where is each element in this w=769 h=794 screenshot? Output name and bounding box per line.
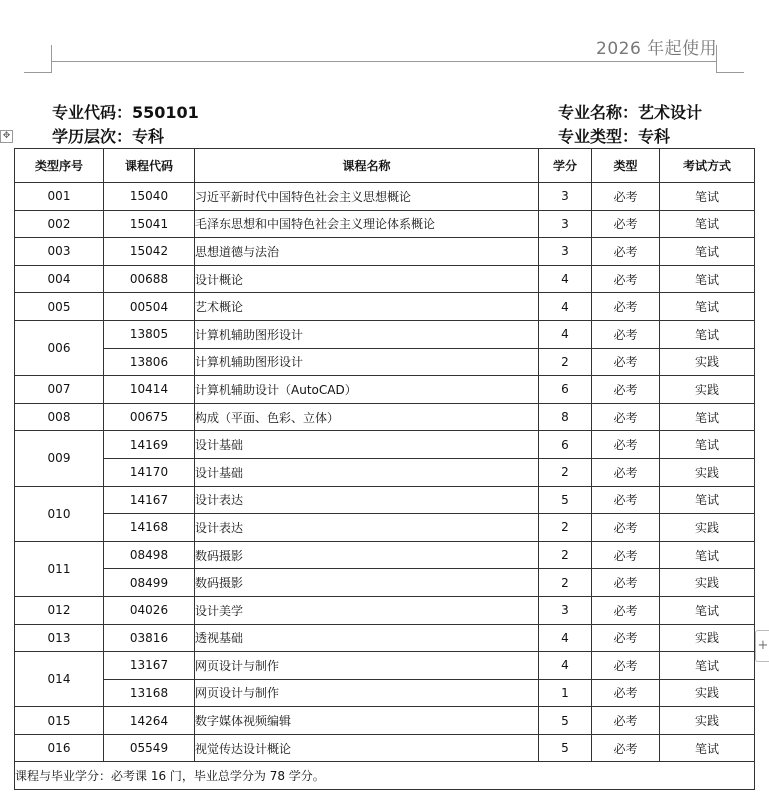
cell-type: 必考 xyxy=(592,458,660,486)
cell-code: 10414 xyxy=(104,376,195,404)
education-level xyxy=(52,124,164,147)
cell-code: 14170 xyxy=(104,458,195,486)
cell-type: 必考 xyxy=(592,265,660,293)
cell-type: 必考 xyxy=(592,403,660,431)
cell-seq: 006 xyxy=(15,320,104,375)
cell-seq: 007 xyxy=(15,376,104,404)
table-row xyxy=(15,183,755,211)
cell-exam: 笔试 xyxy=(660,320,755,348)
table-row xyxy=(15,265,755,293)
table-footer-row xyxy=(15,762,755,790)
cell-code: 05549 xyxy=(104,734,195,762)
major-code-label: 专业代码： xyxy=(52,103,133,122)
cell-code: 13167 xyxy=(104,652,195,680)
table-row xyxy=(15,569,755,597)
cell-credit: 5 xyxy=(539,486,592,514)
table-row xyxy=(15,348,755,376)
cell-type: 必考 xyxy=(592,624,660,652)
table-row xyxy=(15,514,755,542)
cell-credit: 6 xyxy=(539,431,592,459)
cell-type: 必考 xyxy=(592,376,660,404)
header-year-note: 2026 年起使用 xyxy=(596,39,718,59)
cell-name: 思想道德与法治 xyxy=(195,238,539,266)
table-row xyxy=(15,431,755,459)
cell-name: 数码摄影 xyxy=(195,569,539,597)
table-row xyxy=(15,596,755,624)
cell-exam: 实践 xyxy=(660,376,755,404)
cell-type: 必考 xyxy=(592,514,660,542)
cell-credit: 3 xyxy=(539,183,592,211)
header-seq: 类型序号 xyxy=(15,149,104,183)
cell-seq: 016 xyxy=(15,734,104,762)
cell-exam: 笔试 xyxy=(660,431,755,459)
cell-seq: 010 xyxy=(15,486,104,541)
cell-type: 必考 xyxy=(592,486,660,514)
major-type-value: 专科 xyxy=(638,127,671,146)
cell-code: 04026 xyxy=(104,596,195,624)
cell-credit: 3 xyxy=(539,238,592,266)
cell-credit: 2 xyxy=(539,348,592,376)
cell-code: 15042 xyxy=(104,238,195,266)
header-credit: 学分 xyxy=(539,149,592,183)
cell-credit: 8 xyxy=(539,403,592,431)
cell-name: 设计表达 xyxy=(195,486,539,514)
cell-exam: 实践 xyxy=(660,569,755,597)
cell-seq: 001 xyxy=(15,183,104,211)
cell-type: 必考 xyxy=(592,707,660,735)
cell-exam: 笔试 xyxy=(660,541,755,569)
cell-credit: 1 xyxy=(539,679,592,707)
cell-seq: 011 xyxy=(15,541,104,596)
major-type-label: 专业类型： xyxy=(558,127,639,146)
cell-type: 必考 xyxy=(592,238,660,266)
cell-type: 必考 xyxy=(592,569,660,597)
course-table xyxy=(14,148,755,790)
table-row xyxy=(15,541,755,569)
cell-code: 08498 xyxy=(104,541,195,569)
table-row xyxy=(15,238,755,266)
cell-code: 00504 xyxy=(104,293,195,321)
cell-type: 必考 xyxy=(592,293,660,321)
crop-mark-top-left-h xyxy=(24,72,52,73)
cell-code: 15040 xyxy=(104,183,195,211)
cell-exam: 笔试 xyxy=(660,265,755,293)
cell-credit: 5 xyxy=(539,707,592,735)
cell-credit: 2 xyxy=(539,569,592,597)
cell-name: 视觉传达设计概论 xyxy=(195,734,539,762)
cell-name: 毛泽东思想和中国特色社会主义理论体系概论 xyxy=(195,210,539,238)
cell-type: 必考 xyxy=(592,431,660,459)
table-row xyxy=(15,734,755,762)
table-row xyxy=(15,320,755,348)
cell-credit: 4 xyxy=(539,624,592,652)
cell-exam: 笔试 xyxy=(660,183,755,211)
crop-mark-top-left xyxy=(51,45,52,72)
cell-exam: 笔试 xyxy=(660,210,755,238)
cell-seq: 003 xyxy=(15,238,104,266)
cell-name: 计算机辅助图形设计 xyxy=(195,348,539,376)
cell-code: 13805 xyxy=(104,320,195,348)
cell-credit: 5 xyxy=(539,734,592,762)
cell-credit: 6 xyxy=(539,376,592,404)
cell-type: 必考 xyxy=(592,734,660,762)
cell-type: 必考 xyxy=(592,679,660,707)
cell-name: 设计概论 xyxy=(195,265,539,293)
cell-seq: 009 xyxy=(15,431,104,486)
education-level-label: 学历层次： xyxy=(52,127,133,146)
cell-code: 00675 xyxy=(104,403,195,431)
cell-exam: 笔试 xyxy=(660,403,755,431)
cell-name: 设计表达 xyxy=(195,514,539,542)
major-name-label: 专业名称： xyxy=(558,103,639,122)
table-row xyxy=(15,679,755,707)
crop-mark-top-right-h xyxy=(716,72,744,73)
major-name-value: 艺术设计 xyxy=(638,103,703,122)
cell-name: 设计基础 xyxy=(195,431,539,459)
add-column-plus-icon[interactable]: + xyxy=(755,630,769,662)
cell-credit: 3 xyxy=(539,210,592,238)
course-table-body xyxy=(15,183,755,762)
cell-exam: 实践 xyxy=(660,679,755,707)
cell-exam: 实践 xyxy=(660,624,755,652)
table-row xyxy=(15,403,755,431)
table-row xyxy=(15,624,755,652)
cell-seq: 015 xyxy=(15,707,104,735)
table-row xyxy=(15,652,755,680)
cell-exam: 实践 xyxy=(660,458,755,486)
major-code xyxy=(52,100,199,123)
cell-exam: 笔试 xyxy=(660,652,755,680)
table-row xyxy=(15,293,755,321)
header-exam: 考试方式 xyxy=(660,149,755,183)
graduation-credits-note: 课程与毕业学分：必考课 16 门，毕业总学分为 78 学分。 xyxy=(15,762,755,790)
cell-type: 必考 xyxy=(592,652,660,680)
cell-credit: 4 xyxy=(539,265,592,293)
cell-code: 00688 xyxy=(104,265,195,293)
education-level-value: 专科 xyxy=(132,127,165,146)
cell-name: 计算机辅助图形设计 xyxy=(195,320,539,348)
cell-code: 14264 xyxy=(104,707,195,735)
cell-credit: 4 xyxy=(539,293,592,321)
cell-name: 艺术概论 xyxy=(195,293,539,321)
cell-name: 设计美学 xyxy=(195,596,539,624)
cell-type: 必考 xyxy=(592,348,660,376)
table-move-handle-icon[interactable]: ✥ xyxy=(0,130,13,143)
cell-exam: 笔试 xyxy=(660,486,755,514)
cell-seq: 014 xyxy=(15,652,104,707)
cell-code: 14167 xyxy=(104,486,195,514)
header-rule xyxy=(52,61,717,62)
cell-exam: 实践 xyxy=(660,514,755,542)
cell-code: 15041 xyxy=(104,210,195,238)
cell-name: 构成（平面、色彩、立体） xyxy=(195,403,539,431)
cell-exam: 笔试 xyxy=(660,596,755,624)
header-code: 课程代码 xyxy=(104,149,195,183)
cell-type: 必考 xyxy=(592,183,660,211)
cell-credit: 4 xyxy=(539,652,592,680)
cell-code: 14168 xyxy=(104,514,195,542)
table-row xyxy=(15,486,755,514)
cell-name: 透视基础 xyxy=(195,624,539,652)
cell-name: 设计基础 xyxy=(195,458,539,486)
table-row xyxy=(15,458,755,486)
header-type: 类型 xyxy=(592,149,660,183)
cell-code: 03816 xyxy=(104,624,195,652)
cell-name: 网页设计与制作 xyxy=(195,679,539,707)
cell-credit: 4 xyxy=(539,320,592,348)
cell-name: 习近平新时代中国特色社会主义思想概论 xyxy=(195,183,539,211)
cell-exam: 笔试 xyxy=(660,238,755,266)
cell-type: 必考 xyxy=(592,596,660,624)
cell-code: 13806 xyxy=(104,348,195,376)
cell-credit: 2 xyxy=(539,514,592,542)
table-row xyxy=(15,210,755,238)
cell-code: 08499 xyxy=(104,569,195,597)
header-name: 课程名称 xyxy=(195,149,539,183)
cell-name: 网页设计与制作 xyxy=(195,652,539,680)
cell-type: 必考 xyxy=(592,320,660,348)
cell-exam: 实践 xyxy=(660,348,755,376)
cell-credit: 2 xyxy=(539,541,592,569)
cell-seq: 002 xyxy=(15,210,104,238)
cell-seq: 012 xyxy=(15,596,104,624)
major-type xyxy=(558,124,670,147)
cell-credit: 2 xyxy=(539,458,592,486)
cell-seq: 005 xyxy=(15,293,104,321)
cell-name: 计算机辅助设计（AutoCAD） xyxy=(195,376,539,404)
cell-exam: 笔试 xyxy=(660,293,755,321)
cell-name: 数码摄影 xyxy=(195,541,539,569)
cell-code: 13168 xyxy=(104,679,195,707)
cell-code: 14169 xyxy=(104,431,195,459)
cell-type: 必考 xyxy=(592,210,660,238)
cell-type: 必考 xyxy=(592,541,660,569)
cell-seq: 013 xyxy=(15,624,104,652)
crop-mark-top-right xyxy=(716,45,717,72)
cell-seq: 008 xyxy=(15,403,104,431)
cell-credit: 3 xyxy=(539,596,592,624)
cell-name: 数字媒体视频编辑 xyxy=(195,707,539,735)
major-code-value: 550101 xyxy=(132,103,199,122)
cell-seq: 004 xyxy=(15,265,104,293)
table-header-row xyxy=(15,149,755,183)
major-name xyxy=(558,100,702,123)
cell-exam: 笔试 xyxy=(660,734,755,762)
table-row xyxy=(15,376,755,404)
table-row xyxy=(15,707,755,735)
cell-exam: 实践 xyxy=(660,707,755,735)
